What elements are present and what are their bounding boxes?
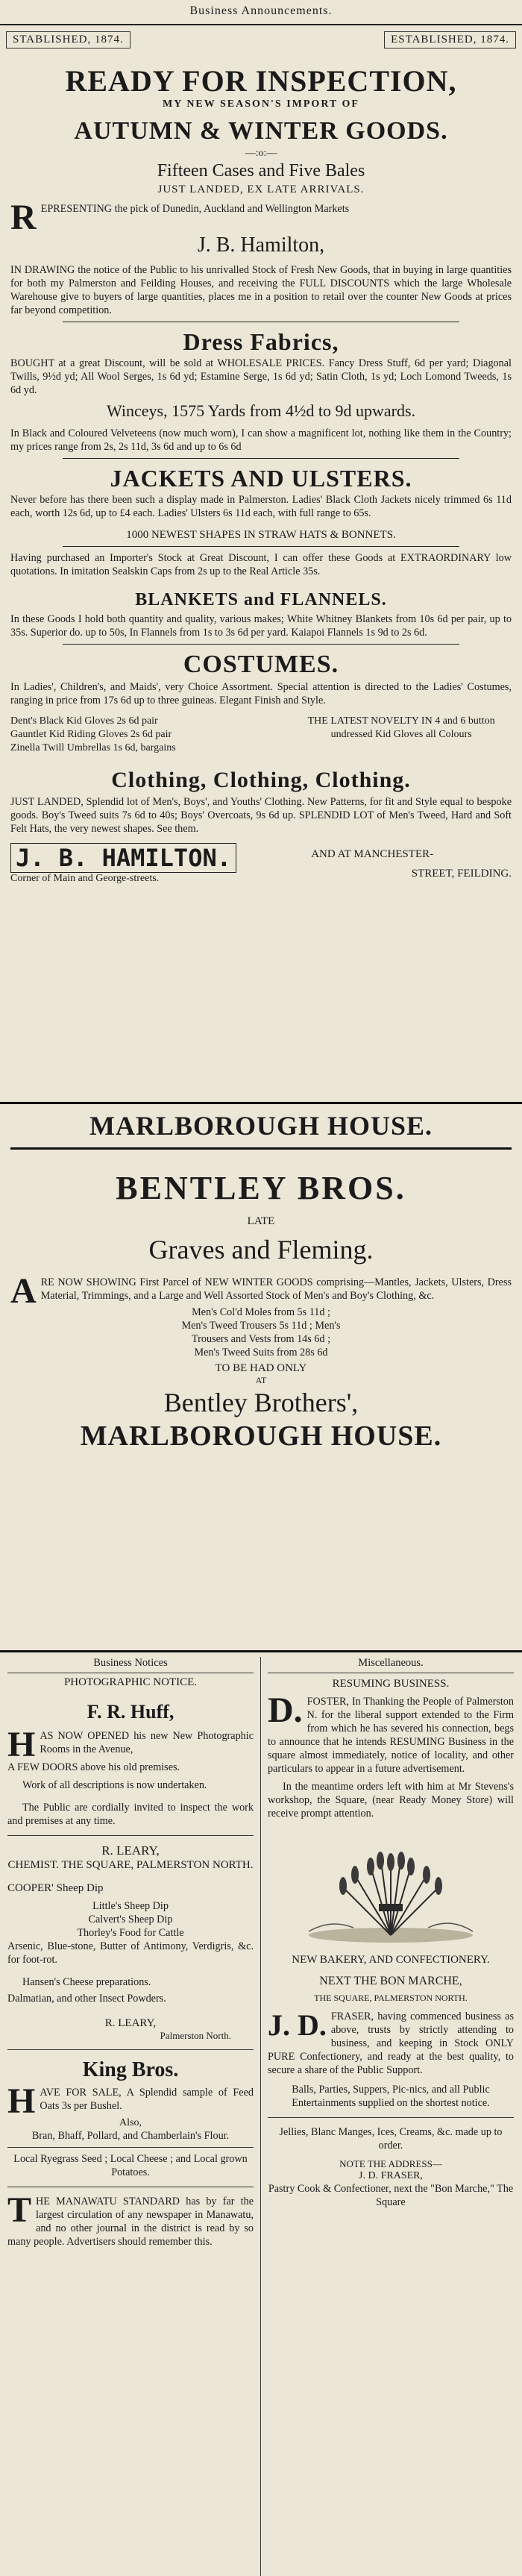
velveteens-body: In Black and Coloured Velveteens (now much worn), I can show a magnificent lot, nothing like them in the Country; my prices range from 2s, 2s 11d, 3s 6d and up to 6s 6d: [10, 427, 512, 453]
costumes-title: COSTUMES.: [183, 651, 339, 678]
brothers-name: Bentley Brothers',: [163, 1388, 359, 1417]
right-column-head: Miscellaneous.: [268, 1657, 514, 1673]
bentley-list-item: Men's Tweed Trousers 5s 11d ; Men's: [181, 1320, 341, 1332]
next-line: NEXT THE BON MARCHE,: [319, 1975, 462, 1987]
cooper-line: COOPER' Sheep Dip: [7, 1882, 104, 1894]
jackets-title: JACKETS AND ULSTERS.: [110, 465, 412, 492]
established-right: ESTABLISHED, 1874.: [384, 31, 516, 48]
square-line: THE SQUARE, PALMERSTON NORTH.: [314, 1993, 468, 2003]
arsenic-line: Arsenic, Blue-stone, Butter of Antimony, Verdigris, &c. for foot-rot.: [7, 1940, 254, 1966]
merchant-name: J. B. Hamilton,: [197, 234, 325, 257]
huff-doors: A FEW DOORS above his old premises.: [7, 1761, 180, 1773]
king-name: King Bros.: [82, 2058, 179, 2081]
page-header: Business Announcements.: [0, 0, 522, 25]
leary-sub: CHEMIST. THE SQUARE, PALMERSTON NORTH.: [7, 1859, 254, 1871]
season-headline: AUTUMN & WINTER GOODS.: [74, 117, 448, 145]
landed-line: JUST LANDED, EX LATE ARRIVALS.: [157, 184, 365, 195]
nb-name: J. D. FRASER,: [359, 2170, 423, 2181]
intro-paragraph: IN DRAWING the notice of the Public to his unrivalled Stock of Fresh New Goods, that in buying in large quantities for both my Palmerston and Feilding Houses, and receiving the FULL DISCOUNTS which the large Wholesale Warehouse give to buyers of large quantities, places me in a position to retail over the counter New Goods at prices far beyond competition.: [10, 264, 512, 316]
bakery-title: NEW BAKERY, AND CONFECTIONERY.: [292, 1954, 490, 1966]
established-row: [0, 25, 522, 54]
gloves-item: Gauntlet Kid Riding Gloves 2s 6d pair: [10, 729, 172, 740]
fraser-body: J. D. FRASER, having commenced business as above, trusts by strictly attending to business, and keeping in Stock ONLY PURE Confectionery, and ready at the best quality, to secure a share of the Public Support.: [268, 2008, 514, 2076]
nb-line: NOTE THE ADDRESS—: [339, 2158, 442, 2169]
bentley-name: BENTLEY BROS.: [116, 1170, 406, 1206]
bentley-list-item: Men's Col'd Moles from 5s 11d ;: [192, 1306, 330, 1318]
blankets-title: BLANKETS and FLANNELS.: [135, 590, 387, 609]
bentley-advertisement: [0, 1109, 522, 1646]
signature-address: Corner of Main and George-streets.: [10, 873, 160, 884]
ornament: —:o:—: [245, 148, 277, 159]
photo-title: PHOTOGRAPHIC NOTICE.: [63, 1676, 198, 1688]
left-column-head: Business Notices: [7, 1657, 254, 1673]
balls-line: Balls, Parties, Suppers, Pic-nics, and all Public Entertainments supplied on the shortest notice.: [292, 2084, 490, 2109]
gloves-item: Dent's Black Kid Gloves 2s 6d pair: [10, 715, 158, 727]
signature-name: J. B. HAMILTON.: [10, 843, 236, 873]
dips-item: Calvert's Sheep Dip: [88, 1914, 173, 1925]
dips-item: Thorley's Food for Cattle: [77, 1927, 184, 1939]
dips-item: Little's Sheep Dip: [92, 1900, 169, 1912]
successor-name: Graves and Fleming.: [148, 1235, 374, 1265]
dalmatian-line: Dalmatian, and other Insect Powders.: [7, 1993, 166, 2005]
gloves-row: [10, 715, 512, 755]
jackets-body: Never before has there been such a display made in Palmerston. Ladies' Black Cloth Jackets nicely trimmed 6s 11d each, worth 12s 6d, up to £4 each. Ladies' Ulsters 6s 11d each, with full range to 65s.: [10, 494, 512, 519]
gloves-list: [10, 715, 271, 755]
clothing-body: JUST LANDED, Splendid lot of Men's, Boys', and Youths' Clothing. New Patterns, for fit and Style equal to bespoke goods. Boy's Tweed suits 7s 6d to 40s; Boys' Overcoats, 9s 6d up. SPLENDID LOT of Men's Tweed, Hard and Soft Felt Hats, the very newest shapes. See them.: [10, 796, 512, 835]
clothing-title: Clothing, Clothing, Clothing.: [111, 768, 411, 792]
had-label: TO BE HAD ONLY: [215, 1362, 307, 1374]
leary-name: R. LEARY,: [101, 1843, 160, 1858]
costumes-body: In Ladies', Children's, and Maids', very Choice Assortment. Special attention is directed to the Ladies' Costumes, ranging in price from 17s 6d up to three guineas. Elegant Finish and Style.: [10, 681, 512, 706]
huff-name: F. R. Huff,: [87, 1701, 174, 1723]
leary-signature: R. LEARY,: [104, 2017, 157, 2029]
hats-line: 1000 NEWEST SHAPES IN STRAW HATS & BONNETS.: [126, 529, 396, 541]
bentley-list-item: Men's Tweed Suits from 28s 6d: [194, 1347, 328, 1358]
blankets-body: In these Goods I hold both quantity and quality, various makes; White Whitney Blankets from 10s 6d per pair, up to 35s. Superior do. up to 50s, In Flannels from 1s to 3s 6d per yard. Kaiapoi Flannels 1s 9d to 2s 6d.: [10, 613, 512, 639]
sub-headline: MY NEW SEASON'S IMPORT OF: [163, 98, 359, 110]
column-divider: [260, 1657, 261, 2576]
columns: [0, 1657, 522, 2576]
late-label: LATE: [247, 1215, 275, 1227]
standard-notice: THE MANAWATU STANDARD has by far the largest circulation of any newspaper in Manawatu, and no other journal in the district is read by so many people. Advertisers should remember this.: [7, 2190, 254, 2248]
huff-public: The Public are cordially invited to inspect the work and premises at any time.: [7, 1802, 254, 1827]
leary-signature-place: Palmerston North.: [160, 2030, 231, 2041]
huff-body: HAS NOW OPENED his new New Photographic Rooms in the Avenue,: [7, 1725, 254, 1764]
signature-right: AND AT MANCHESTER- STREET, FEILDING.: [311, 848, 512, 880]
huff-work: Work of all descriptions is now undertaken.: [22, 1779, 207, 1791]
hansen-line: Hansen's Cheese preparations.: [22, 1976, 151, 1988]
bentley-list-item: Trousers and Vests from 14s 6d ;: [191, 1333, 331, 1345]
resume-title: RESUMING BUSINESS.: [332, 1678, 450, 1690]
bentley-body: ARE NOW SHOWING First Parcel of NEW WINTER GOODS comprising—Mantles, Jackets, Ulsters, Dress Material, Trimmings, and a Large and Well Assorted Stock of Men's and Boy's Clothing, &c.: [10, 1271, 512, 1311]
dress-fabrics-title: Dress Fabrics,: [183, 328, 339, 355]
at-label: AT: [255, 1375, 267, 1385]
sealskin-body: Having purchased an Importer's Stock at Great Discount, I can offer these Goods at EXTRAORDINARY low quotations. In imitation Sealskin Caps from 2s up to the Real Article 35s.: [10, 552, 512, 577]
jellies-line: Jellies, Blanc Manges, Ices, Creams, &c. made up to order.: [279, 2126, 503, 2152]
gloves-item: Zinella Twill Umbrellas 1s 6d, bargains: [10, 742, 176, 753]
signature-left: [10, 843, 301, 885]
king-also: Also,: [119, 2117, 142, 2128]
gloves-novelty: THE LATEST NOVELTY IN 4 and 6 button undressed Kid Gloves all Colours: [307, 715, 495, 740]
winceys-line: Winceys, 1575 Yards from 4½d to 9d upwards.: [106, 401, 416, 420]
cases-line: Fifteen Cases and Five Bales: [157, 161, 365, 181]
headline: READY FOR INSPECTION,: [65, 64, 457, 98]
bentley-list: [10, 1306, 512, 1359]
established-left: STABLISHED, 1874.: [6, 31, 130, 48]
dips-list: [7, 1899, 254, 1940]
dress-fabrics-body: BOUGHT at a great Discount, will be sold at WHOLESALE PRICES. Fancy Dress Stuff, 6d per yard; Diagonal Twills, 9½d yd; All Wool Serges, 1s 6d yd; Estamine Serge, 1s 6d yd; Satin Cloth, 1s yd; Loch Lomond Tweeds, 1s 6d yd.: [10, 357, 512, 396]
king-ryegrass: Local Ryegrass Seed ; Local Cheese ; and Local grown Potatoes.: [13, 2153, 248, 2178]
king-body: HAVE FOR SALE, A Splendid sample of Feed Oats 3s per Bushel.: [7, 2081, 254, 2121]
king-bran: Bran, Bhaff, Pollard, and Chamberlain's Flour.: [31, 2130, 230, 2142]
hamilton-advertisement: [0, 64, 522, 1097]
house-bottom: MARLBOROUGH HOUSE.: [80, 1420, 442, 1452]
house-top: MARLBOROUGH HOUSE.: [89, 1111, 433, 1141]
representing-line: REPRESENTING the pick of Dunedin, Auckland and Wellington Markets: [10, 198, 350, 237]
wheatsheaf-illustration: [301, 1823, 480, 1950]
nb-body: Pastry Cook & Confectioner, next the "Bon Marche," The Square: [268, 2183, 514, 2208]
left-column: [7, 1657, 254, 2576]
foster-body: D. FOSTER, In Thanking the People of Palmerston N. for the liberal support extended to the Firm from which he has severed his connection, begs to announce that he intends RESUMING Business in the square almost immediately, notice of locality, and other particulars to appear in a future advertisement.: [268, 1690, 514, 1775]
right-column: [268, 1657, 514, 2576]
signature-row: [10, 843, 512, 885]
foster-meantime: In the meantime orders left with him at Mr Stevens's workshop, the Square, (near Ready Money Store) will receive prompt attention.: [268, 1781, 514, 1820]
